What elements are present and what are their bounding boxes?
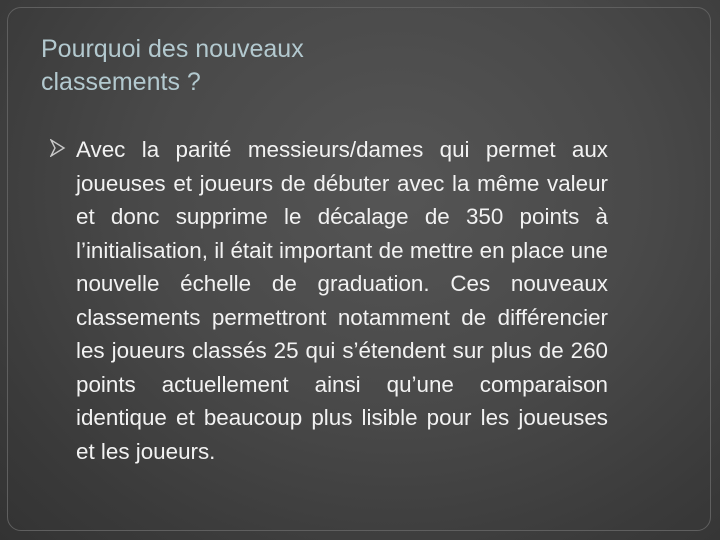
title-line-2: classements ? <box>41 68 201 96</box>
title-line-1: Pourquoi des nouveaux <box>41 35 304 63</box>
slide-title <box>41 33 561 99</box>
bullet-text: Avec la parité messieurs/dames qui permet aux joueuses et joueurs de débuter avec la même valeur et donc supprime le décalage de 350 points à l’initialisation, il était important de mettre en place une nouvelle échelle de graduation. Ces nouveaux classements permettront notamment de différencier les joueurs classés 25 qui s’étendent sur plus de 260 points actuellement ainsi qu’une comparaison identique et beaucoup plus lisible pour les joueuses et les joueurs. <box>76 137 608 464</box>
arrowhead-bullet-icon <box>50 139 66 157</box>
